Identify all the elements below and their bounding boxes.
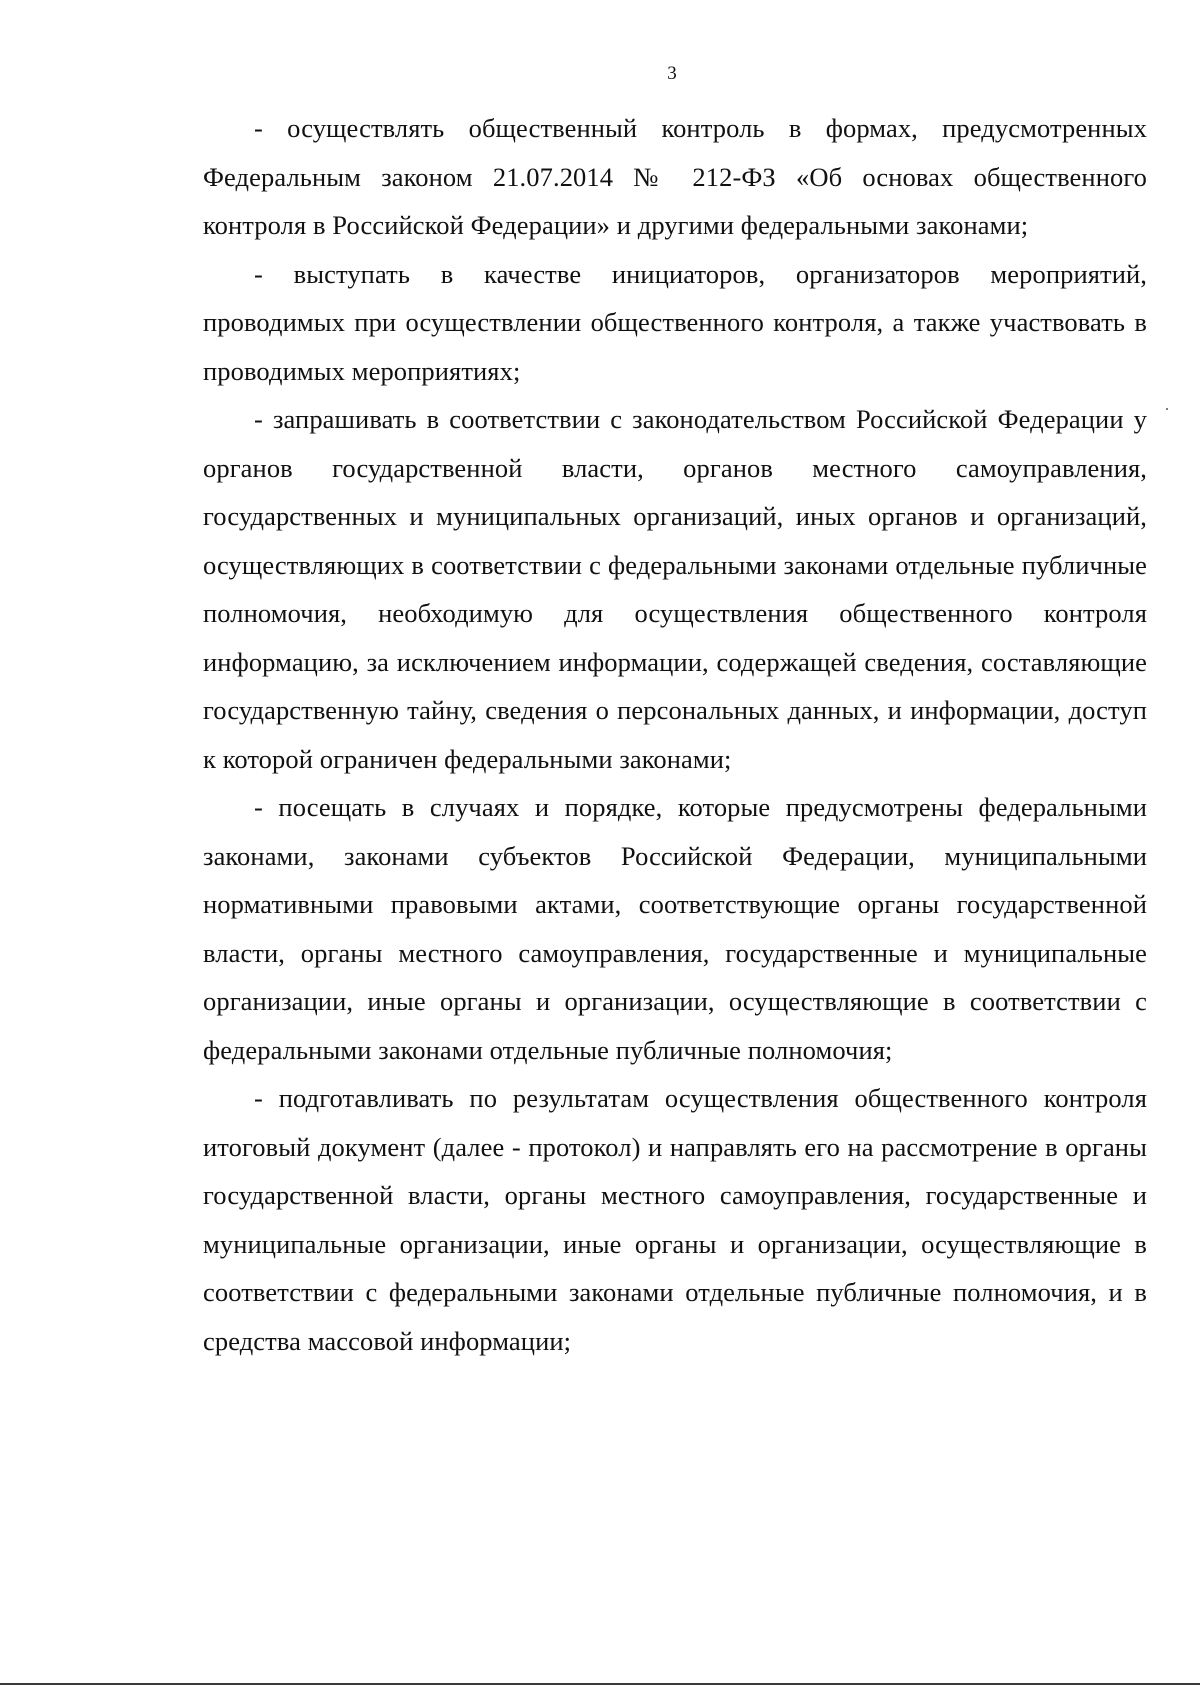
scan-bottom-edge [0,1683,1200,1685]
page-number: 3 [667,63,677,84]
paragraph-request-information: - запрашивать в соответствии с законодательством Российской Федерации у органов государственной власти, органов местного самоуправления, государственных и муниципальных организаций, иных органов и организаций, осуществляющих в соответствии с федеральными законами отдельные публичные полномочия, необходимую для осуществления общественного контроля информацию, за исключением информации, содержащей сведения, составляющие государственную тайну, сведения о персональных данных, и информации, доступ к которой ограничен федеральными законами; [203,404,1147,774]
paragraph-visit-organizations: - посещать в случаях и порядке, которые предусмотрены федеральными законами, законами субъектов Российской Федерации, муниципальными нормативными правовыми актами, соответствующие органы государственной власти, органы местного самоуправления, государственные и муниципальные организации, иные органы и организации, осуществляющие в соответствии с федеральными законами отдельные публичные полномочия; [203,792,1147,1065]
paragraph-prepare-protocol: - подготавливать по результатам осуществления общественного контроля итоговый документ (далее - протокол) и направлять его на рассмотрение в органы государственной власти, органы местного самоуправления, государственные и муниципальные организации, иные органы и организации, осуществляющие в соответствии с федеральными законами отдельные публичные полномочия, и в средства массовой информации; [203,1083,1147,1356]
document-body [203,104,1147,1365]
paragraph-public-control-forms: - осуществлять общественный контроль в формах, предусмотренных Федеральным законом 21.07.2014 № 212-ФЗ «Об основах общественного контроля в Российской Федерации» и другими федеральными законами; [203,113,1147,240]
paragraph-initiators: - выступать в качестве инициаторов, организаторов мероприятий, проводимых при осуществлении общественного контроля, а также участвовать в проводимых мероприятиях; [203,258,1147,386]
scan-speck [1166,408,1168,410]
